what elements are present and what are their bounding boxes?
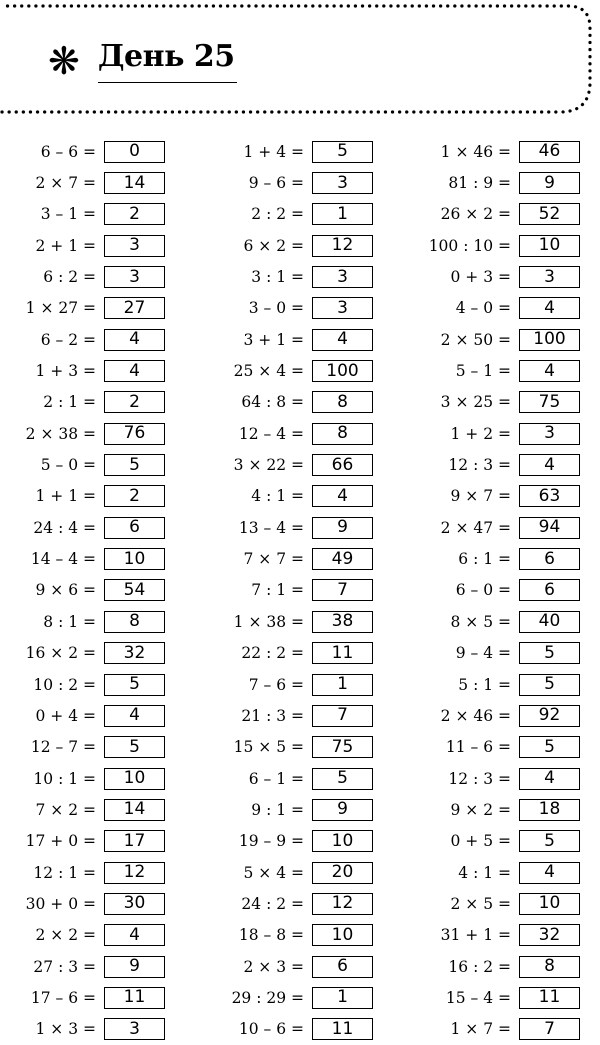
problem-expression: 16 × 2 = bbox=[25, 644, 96, 663]
problem-expression: 24 : 2 = bbox=[241, 894, 304, 913]
problem-expression: 1 + 4 = bbox=[243, 142, 304, 161]
answer-box[interactable]: 4 bbox=[519, 768, 580, 790]
answer-box[interactable]: 63 bbox=[519, 485, 580, 507]
answer-box[interactable]: 12 bbox=[312, 235, 373, 257]
problem-row bbox=[0, 481, 170, 512]
problem-expression: 9 – 6 = bbox=[248, 174, 304, 193]
answer-box[interactable]: 4 bbox=[104, 360, 165, 382]
problem-row bbox=[410, 763, 590, 794]
problem-row bbox=[0, 575, 170, 606]
answer-box[interactable]: 100 bbox=[312, 360, 373, 382]
problem-expression: 11 – 6 = bbox=[445, 738, 511, 757]
problem-expression: 4 – 0 = bbox=[455, 299, 511, 318]
problem-expression: 81 : 9 = bbox=[448, 174, 511, 193]
answer-box[interactable]: 30 bbox=[104, 893, 165, 915]
problem-row bbox=[0, 763, 170, 794]
problem-row bbox=[200, 575, 380, 606]
answer-box[interactable]: 5 bbox=[519, 642, 580, 664]
problem-expression: 2 × 7 = bbox=[35, 174, 96, 193]
problem-expression: 3 + 1 = bbox=[243, 330, 304, 349]
problem-expression: 3 × 22 = bbox=[233, 456, 304, 475]
problem-expression: 9 × 7 = bbox=[450, 487, 511, 506]
problem-row bbox=[200, 418, 380, 449]
answer-box[interactable]: 20 bbox=[312, 862, 373, 884]
problem-expression: 3 × 25 = bbox=[440, 393, 511, 412]
problem-row bbox=[0, 355, 170, 386]
problem-row bbox=[200, 230, 380, 261]
problem-expression: 0 + 5 = bbox=[450, 832, 511, 851]
answer-box[interactable]: 0 bbox=[104, 141, 165, 163]
answer-box[interactable]: 5 bbox=[519, 674, 580, 696]
problem-row bbox=[200, 543, 380, 574]
problem-row bbox=[410, 481, 590, 512]
problem-expression: 6 – 0 = bbox=[455, 581, 511, 600]
problem-row bbox=[410, 920, 590, 951]
problem-row bbox=[410, 387, 590, 418]
problem-expression: 3 – 1 = bbox=[40, 205, 96, 224]
problem-row bbox=[410, 982, 590, 1013]
answer-box[interactable]: 9 bbox=[519, 172, 580, 194]
problem-row bbox=[0, 512, 170, 543]
problem-row bbox=[0, 261, 170, 292]
problem-row bbox=[0, 888, 170, 919]
answer-box[interactable]: 94 bbox=[519, 517, 580, 539]
problem-expression: 18 – 8 = bbox=[238, 926, 304, 945]
problem-row bbox=[410, 293, 590, 324]
problem-row bbox=[0, 543, 170, 574]
answer-box[interactable]: 18 bbox=[519, 799, 580, 821]
problem-expression: 1 + 3 = bbox=[35, 362, 96, 381]
problem-row bbox=[410, 136, 590, 167]
answer-box[interactable]: 5 bbox=[312, 768, 373, 790]
answer-box[interactable]: 6 bbox=[519, 548, 580, 570]
problem-row bbox=[410, 355, 590, 386]
problem-expression: 12 : 3 = bbox=[448, 769, 511, 788]
problem-row bbox=[410, 888, 590, 919]
problem-row bbox=[200, 638, 380, 669]
problem-expression: 1 × 7 = bbox=[450, 1020, 511, 1039]
problem-row bbox=[0, 230, 170, 261]
problem-expression: 2 + 1 = bbox=[35, 236, 96, 255]
answer-box[interactable]: 11 bbox=[312, 1018, 373, 1040]
problem-expression: 6 – 2 = bbox=[40, 330, 96, 349]
problem-expression: 2 × 38 = bbox=[25, 424, 96, 443]
problem-row bbox=[0, 606, 170, 637]
answer-box[interactable]: 32 bbox=[519, 924, 580, 946]
problem-expression: 2 × 3 = bbox=[243, 957, 304, 976]
problem-row bbox=[0, 857, 170, 888]
answer-box[interactable]: 75 bbox=[312, 736, 373, 758]
answer-box[interactable]: 52 bbox=[519, 203, 580, 225]
problem-expression: 9 – 4 = bbox=[455, 644, 511, 663]
problem-expression: 15 × 5 = bbox=[233, 738, 304, 757]
problem-expression: 4 : 1 = bbox=[251, 487, 304, 506]
problem-expression: 4 : 1 = bbox=[458, 863, 511, 882]
answer-box[interactable]: 1 bbox=[312, 987, 373, 1009]
problem-expression: 12 : 3 = bbox=[448, 456, 511, 475]
problem-expression: 21 : 3 = bbox=[241, 706, 304, 725]
problem-row bbox=[410, 418, 590, 449]
problem-row bbox=[410, 638, 590, 669]
answer-box[interactable]: 4 bbox=[519, 297, 580, 319]
problem-expression: 10 – 6 = bbox=[238, 1020, 304, 1039]
problem-expression: 2 × 47 = bbox=[440, 518, 511, 537]
answer-box[interactable]: 8 bbox=[519, 956, 580, 978]
answer-box[interactable]: 75 bbox=[519, 391, 580, 413]
problem-row bbox=[200, 324, 380, 355]
problem-row bbox=[0, 418, 170, 449]
answer-box[interactable]: 3 bbox=[312, 172, 373, 194]
problem-expression: 1 + 1 = bbox=[35, 487, 96, 506]
problem-row bbox=[0, 638, 170, 669]
problem-row bbox=[410, 669, 590, 700]
problem-row bbox=[200, 293, 380, 324]
problem-row bbox=[0, 136, 170, 167]
problem-expression: 7 × 2 = bbox=[35, 800, 96, 819]
problem-expression: 6 : 1 = bbox=[458, 550, 511, 569]
problem-row bbox=[410, 606, 590, 637]
answer-box[interactable]: 9 bbox=[312, 799, 373, 821]
answer-box[interactable]: 32 bbox=[104, 642, 165, 664]
problem-expression: 1 × 38 = bbox=[233, 612, 304, 631]
problem-row bbox=[0, 167, 170, 198]
problem-row bbox=[410, 230, 590, 261]
problem-row bbox=[0, 387, 170, 418]
problem-expression: 19 – 9 = bbox=[238, 832, 304, 851]
problem-row bbox=[0, 324, 170, 355]
answer-box[interactable]: 3 bbox=[104, 235, 165, 257]
problem-expression: 6 – 6 = bbox=[40, 142, 96, 161]
answer-box[interactable]: 10 bbox=[519, 235, 580, 257]
problem-row bbox=[200, 951, 380, 982]
problem-row bbox=[200, 888, 380, 919]
problem-row bbox=[200, 857, 380, 888]
problem-expression: 6 × 2 = bbox=[243, 236, 304, 255]
answer-box[interactable]: 100 bbox=[519, 329, 580, 351]
problem-row bbox=[200, 199, 380, 230]
problem-column-1 bbox=[0, 136, 170, 1045]
problem-expression: 7 × 7 = bbox=[243, 550, 304, 569]
problem-expression: 2 × 2 = bbox=[35, 926, 96, 945]
answer-box[interactable]: 17 bbox=[104, 830, 165, 852]
problem-expression: 7 – 6 = bbox=[248, 675, 304, 694]
problem-expression: 5 – 0 = bbox=[40, 456, 96, 475]
problem-expression: 27 : 3 = bbox=[33, 957, 96, 976]
problem-row bbox=[200, 606, 380, 637]
answer-box[interactable]: 6 bbox=[519, 579, 580, 601]
answer-box[interactable]: 4 bbox=[104, 329, 165, 351]
problem-row bbox=[0, 951, 170, 982]
answer-box[interactable]: 9 bbox=[312, 517, 373, 539]
answer-box[interactable]: 12 bbox=[104, 862, 165, 884]
problem-row bbox=[410, 543, 590, 574]
answer-box[interactable]: 4 bbox=[104, 924, 165, 946]
problem-row bbox=[200, 700, 380, 731]
answer-box[interactable]: 3 bbox=[312, 266, 373, 288]
problem-row bbox=[200, 669, 380, 700]
problem-expression: 8 × 5 = bbox=[450, 612, 511, 631]
problem-expression: 1 × 46 = bbox=[440, 142, 511, 161]
answer-box[interactable]: 14 bbox=[104, 172, 165, 194]
problem-expression: 100 : 10 = bbox=[428, 236, 511, 255]
problem-expression: 2 × 46 = bbox=[440, 706, 511, 725]
answer-box[interactable]: 54 bbox=[104, 579, 165, 601]
answer-box[interactable]: 14 bbox=[104, 799, 165, 821]
problem-column-2 bbox=[200, 136, 380, 1045]
problem-row bbox=[0, 669, 170, 700]
problem-expression: 0 + 3 = bbox=[450, 268, 511, 287]
problem-expression: 29 : 29 = bbox=[231, 988, 304, 1007]
problem-expression: 5 × 4 = bbox=[243, 863, 304, 882]
problem-expression: 17 + 0 = bbox=[25, 832, 96, 851]
answer-box[interactable]: 7 bbox=[519, 1018, 580, 1040]
problem-expression: 5 – 1 = bbox=[455, 362, 511, 381]
problem-expression: 7 : 1 = bbox=[251, 581, 304, 600]
problem-expression: 25 × 4 = bbox=[233, 362, 304, 381]
answer-box[interactable]: 3 bbox=[519, 423, 580, 445]
answer-box[interactable]: 8 bbox=[312, 391, 373, 413]
problem-row bbox=[0, 794, 170, 825]
answer-box[interactable]: 49 bbox=[312, 548, 373, 570]
problem-expression: 30 + 0 = bbox=[25, 894, 96, 913]
problem-row bbox=[0, 1014, 170, 1045]
problem-row bbox=[200, 732, 380, 763]
problem-row bbox=[410, 1014, 590, 1045]
answer-box[interactable]: 5 bbox=[104, 736, 165, 758]
answer-box[interactable]: 10 bbox=[104, 548, 165, 570]
asterisk-icon: ❋ bbox=[48, 39, 80, 83]
problem-row bbox=[410, 167, 590, 198]
answer-box[interactable]: 5 bbox=[104, 454, 165, 476]
problem-row bbox=[0, 449, 170, 480]
problem-expression: 12 – 7 = bbox=[30, 738, 96, 757]
problem-expression: 2 : 1 = bbox=[43, 393, 96, 412]
problem-expression: 6 – 1 = bbox=[248, 769, 304, 788]
answer-box[interactable]: 1 bbox=[312, 203, 373, 225]
problem-row bbox=[0, 982, 170, 1013]
problem-row bbox=[410, 512, 590, 543]
problem-row bbox=[200, 136, 380, 167]
problem-expression: 17 – 6 = bbox=[30, 988, 96, 1007]
answer-box[interactable]: 5 bbox=[104, 674, 165, 696]
problem-row bbox=[200, 763, 380, 794]
problem-expression: 1 × 3 = bbox=[35, 1020, 96, 1039]
problem-row bbox=[410, 826, 590, 857]
problem-expression: 3 – 0 = bbox=[248, 299, 304, 318]
answer-box[interactable]: 2 bbox=[104, 203, 165, 225]
answer-box[interactable]: 4 bbox=[519, 454, 580, 476]
answer-box[interactable]: 7 bbox=[312, 705, 373, 727]
problem-row bbox=[410, 857, 590, 888]
answer-box[interactable]: 5 bbox=[519, 736, 580, 758]
header-frame bbox=[0, 0, 600, 120]
answer-box[interactable]: 10 bbox=[104, 768, 165, 790]
answer-box[interactable]: 92 bbox=[519, 705, 580, 727]
problem-row bbox=[410, 794, 590, 825]
problem-expression: 9 × 2 = bbox=[450, 800, 511, 819]
answer-box[interactable]: 46 bbox=[519, 141, 580, 163]
answer-box[interactable]: 6 bbox=[312, 956, 373, 978]
answer-box[interactable]: 11 bbox=[104, 987, 165, 1009]
answer-box[interactable]: 8 bbox=[312, 423, 373, 445]
answer-box[interactable]: 10 bbox=[312, 830, 373, 852]
problem-row bbox=[200, 794, 380, 825]
problem-expression: 2 : 2 = bbox=[251, 205, 304, 224]
answer-box[interactable]: 4 bbox=[519, 862, 580, 884]
problem-column-3 bbox=[410, 136, 590, 1045]
answer-box[interactable]: 10 bbox=[312, 924, 373, 946]
answer-box[interactable]: 3 bbox=[519, 266, 580, 288]
problem-row bbox=[0, 293, 170, 324]
answer-box[interactable]: 1 bbox=[312, 674, 373, 696]
problem-row bbox=[0, 199, 170, 230]
problem-expression: 2 × 5 = bbox=[450, 894, 511, 913]
problem-row bbox=[410, 575, 590, 606]
problem-expression: 5 : 1 = bbox=[458, 675, 511, 694]
answer-box[interactable]: 4 bbox=[104, 705, 165, 727]
answer-box[interactable]: 11 bbox=[312, 642, 373, 664]
problem-row bbox=[200, 920, 380, 951]
problem-row bbox=[200, 512, 380, 543]
problem-expression: 15 – 4 = bbox=[445, 988, 511, 1007]
answer-box[interactable]: 2 bbox=[104, 485, 165, 507]
problem-expression: 64 : 8 = bbox=[241, 393, 304, 412]
answer-box[interactable]: 11 bbox=[519, 987, 580, 1009]
answer-box[interactable]: 38 bbox=[312, 611, 373, 633]
answer-box[interactable]: 7 bbox=[312, 579, 373, 601]
problem-expression: 26 × 2 = bbox=[440, 205, 511, 224]
answer-box[interactable]: 4 bbox=[519, 360, 580, 382]
problem-row bbox=[200, 355, 380, 386]
problem-row bbox=[200, 167, 380, 198]
problem-row bbox=[0, 826, 170, 857]
answer-box[interactable]: 5 bbox=[519, 830, 580, 852]
problem-row bbox=[200, 481, 380, 512]
problem-row bbox=[410, 199, 590, 230]
problem-row bbox=[200, 387, 380, 418]
problem-expression: 9 × 6 = bbox=[35, 581, 96, 600]
problem-row bbox=[200, 449, 380, 480]
problem-expression: 10 : 1 = bbox=[33, 769, 96, 788]
problem-expression: 3 : 1 = bbox=[251, 268, 304, 287]
problem-row bbox=[200, 261, 380, 292]
problem-row bbox=[0, 700, 170, 731]
problem-row bbox=[410, 324, 590, 355]
problem-row bbox=[0, 920, 170, 951]
problem-expression: 12 : 1 = bbox=[33, 863, 96, 882]
problem-expression: 14 – 4 = bbox=[30, 550, 96, 569]
answer-box[interactable]: 5 bbox=[312, 141, 373, 163]
problem-row bbox=[410, 449, 590, 480]
answer-box[interactable]: 3 bbox=[312, 297, 373, 319]
problem-row bbox=[200, 982, 380, 1013]
answer-box[interactable]: 3 bbox=[104, 266, 165, 288]
answer-box[interactable]: 4 bbox=[312, 329, 373, 351]
problem-expression: 9 : 1 = bbox=[251, 800, 304, 819]
answer-box[interactable]: 40 bbox=[519, 611, 580, 633]
problem-expression: 24 : 4 = bbox=[33, 518, 96, 537]
problem-expression: 16 : 2 = bbox=[448, 957, 511, 976]
answer-box[interactable]: 10 bbox=[519, 893, 580, 915]
problem-expression: 10 : 2 = bbox=[33, 675, 96, 694]
problem-expression: 12 – 4 = bbox=[238, 424, 304, 443]
problem-expression: 2 × 50 = bbox=[440, 330, 511, 349]
page-title: День 25 bbox=[98, 39, 237, 83]
problem-expression: 31 + 1 = bbox=[440, 926, 511, 945]
answer-box[interactable]: 12 bbox=[312, 893, 373, 915]
problem-row bbox=[410, 261, 590, 292]
problem-expression: 8 : 1 = bbox=[43, 612, 96, 631]
problem-row bbox=[410, 700, 590, 731]
title-row bbox=[48, 34, 237, 88]
answer-box[interactable]: 27 bbox=[104, 297, 165, 319]
answer-box[interactable]: 8 bbox=[104, 611, 165, 633]
problem-row bbox=[200, 826, 380, 857]
problem-row bbox=[200, 1014, 380, 1045]
answer-box[interactable]: 76 bbox=[104, 423, 165, 445]
problem-expression: 0 + 4 = bbox=[35, 706, 96, 725]
answer-box[interactable]: 3 bbox=[104, 1018, 165, 1040]
answer-box[interactable]: 66 bbox=[312, 454, 373, 476]
problem-row bbox=[0, 732, 170, 763]
problem-expression: 1 × 27 = bbox=[25, 299, 96, 318]
problem-expression: 1 + 2 = bbox=[450, 424, 511, 443]
answer-box[interactable]: 9 bbox=[104, 956, 165, 978]
problem-row bbox=[410, 732, 590, 763]
answer-box[interactable]: 6 bbox=[104, 517, 165, 539]
problem-expression: 22 : 2 = bbox=[241, 644, 304, 663]
problem-row bbox=[410, 951, 590, 982]
answer-box[interactable]: 4 bbox=[312, 485, 373, 507]
problem-expression: 6 : 2 = bbox=[43, 268, 96, 287]
problem-expression: 13 – 4 = bbox=[238, 518, 304, 537]
answer-box[interactable]: 2 bbox=[104, 391, 165, 413]
